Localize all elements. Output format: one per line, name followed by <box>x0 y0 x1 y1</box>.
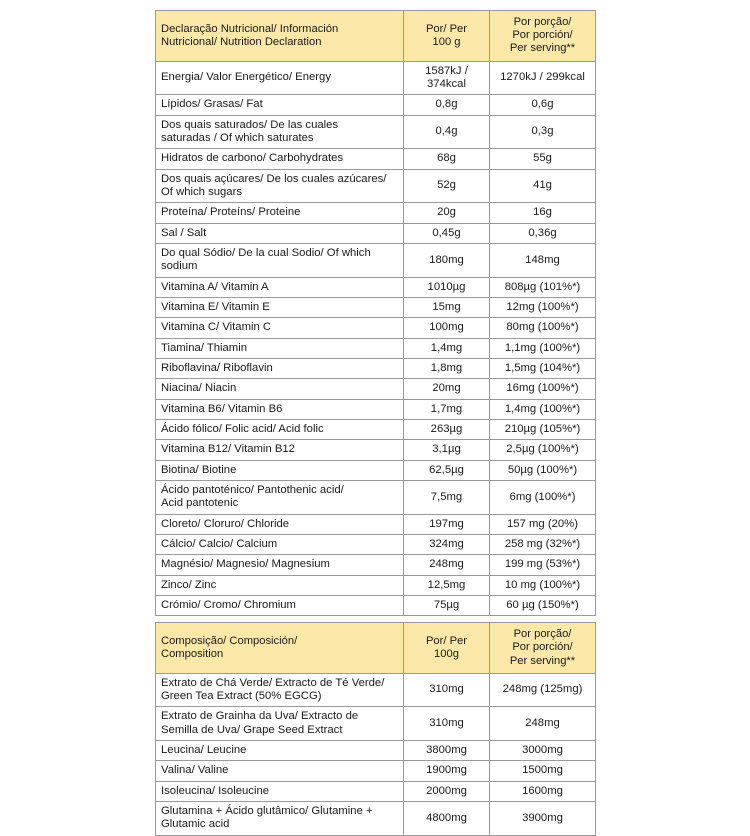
text-line: Isoleucina/ Isoleucine <box>161 784 270 797</box>
table-row <box>156 223 596 243</box>
text-line: Lípidos/ Grasas/ Fat <box>161 98 263 111</box>
text-line: 310mg <box>429 717 464 730</box>
table-row <box>156 399 596 419</box>
header-cell-serving <box>490 11 596 62</box>
text-line: Composition <box>161 648 224 660</box>
text-line: Por/ Per <box>425 22 468 35</box>
row-serving <box>490 203 596 223</box>
text-line: 60 µg (150%*) <box>506 598 579 611</box>
row-serving <box>490 277 596 297</box>
text-line: 148mg <box>525 253 560 266</box>
text-line: Proteína/ Proteíns/ Proteine <box>161 206 301 219</box>
text-line: 12mg (100%*) <box>506 300 579 313</box>
text-line: Semilla de Uva/ Grape Seed Extract <box>161 723 343 736</box>
row-label <box>156 575 404 595</box>
row-serving <box>490 223 596 243</box>
header-cell-label <box>156 623 404 674</box>
text-line: 16mg (100%*) <box>506 382 579 395</box>
row-serving <box>490 575 596 595</box>
text-line: Per serving** <box>509 42 576 55</box>
row-serving <box>490 440 596 460</box>
text-line: 1600mg <box>522 784 563 797</box>
text-line: 263µg <box>430 422 463 435</box>
row-per100 <box>404 169 490 203</box>
row-label <box>156 781 404 801</box>
row-serving <box>490 555 596 575</box>
row-label <box>156 358 404 378</box>
row-serving <box>490 460 596 480</box>
table-row <box>156 440 596 460</box>
text-line: Extrato de Grainha da Uva/ Extracto de <box>161 710 359 723</box>
text-line: Magnésio/ Magnesio/ Magnesium <box>161 558 330 571</box>
text-line: 55g <box>533 152 552 165</box>
text-line: Vitamina B6/ Vitamin B6 <box>161 402 283 415</box>
row-label <box>156 480 404 514</box>
text-line: 199 mg (53%*) <box>504 558 581 571</box>
row-serving <box>490 243 596 277</box>
header-cell-per100 <box>404 11 490 62</box>
text-line: Vitamina E/ Vitamin E <box>161 300 270 313</box>
text-line: Ácido fólico/ Folic acid/ Acid folic <box>161 422 324 435</box>
table-row <box>156 673 596 707</box>
text-line: Per serving** <box>509 654 576 667</box>
text-line: 80mg (100%*) <box>506 321 579 334</box>
text-line: 100mg <box>429 321 464 334</box>
text-line: 0,4g <box>435 125 458 138</box>
row-serving <box>490 318 596 338</box>
text-line: 0,6g <box>531 98 554 111</box>
tables-container <box>155 10 595 836</box>
table-row <box>156 379 596 399</box>
text-line: 20mg <box>432 382 461 395</box>
text-line: 2,5µg (100%*) <box>506 443 579 456</box>
table-row <box>156 534 596 554</box>
table-row <box>156 419 596 439</box>
row-label <box>156 741 404 761</box>
text-line: Por porción/ <box>512 29 573 42</box>
text-line: 1270kJ / 299kcal <box>500 71 585 84</box>
row-per100 <box>404 115 490 149</box>
text-line: 324mg <box>429 537 464 550</box>
text-line: Declaração Nutricional/ Información <box>161 22 339 35</box>
row-label <box>156 95 404 115</box>
text-line: Leucina/ Leucine <box>161 744 247 757</box>
text-line: 1,4mg (100%*) <box>504 402 581 415</box>
text-line: 157 mg (20%) <box>507 517 578 530</box>
text-line: Biotina/ Biotine <box>161 463 237 476</box>
row-label <box>156 440 404 460</box>
row-label <box>156 534 404 554</box>
table-row <box>156 169 596 203</box>
row-label <box>156 338 404 358</box>
row-per100 <box>404 460 490 480</box>
text-line: Por porción/ <box>512 641 573 654</box>
row-per100 <box>404 149 490 169</box>
table-row <box>156 802 596 836</box>
table-row <box>156 707 596 741</box>
table-row <box>156 115 596 149</box>
text-line: Glutamic acid <box>161 818 230 831</box>
table-row <box>156 277 596 297</box>
row-per100 <box>404 277 490 297</box>
text-line: Por porção/ <box>513 628 572 641</box>
table-row <box>156 460 596 480</box>
text-line: Extrato de Chá Verde/ Extracto de Té Verde/ <box>161 676 385 689</box>
table-row <box>156 358 596 378</box>
text-line: 1,4mg <box>430 341 463 354</box>
row-label <box>156 115 404 149</box>
row-label <box>156 223 404 243</box>
row-serving <box>490 802 596 836</box>
row-label <box>156 277 404 297</box>
text-line: 15mg <box>432 300 461 313</box>
text-line: 1,5mg (104%*) <box>504 361 581 374</box>
row-per100 <box>404 318 490 338</box>
text-line: Cloreto/ Cloruro/ Chloride <box>161 517 290 530</box>
table-row <box>156 149 596 169</box>
text-line: Valina/ Valine <box>161 764 229 777</box>
table-header-row <box>156 623 596 674</box>
row-per100 <box>404 781 490 801</box>
row-label <box>156 297 404 317</box>
table-header-row <box>156 11 596 62</box>
text-line: Vitamina A/ Vitamin A <box>161 280 269 293</box>
row-per100 <box>404 440 490 460</box>
table-row <box>156 781 596 801</box>
row-serving <box>490 781 596 801</box>
row-serving <box>490 338 596 358</box>
table-row <box>156 480 596 514</box>
text-line: Tiamina/ Thiamin <box>161 341 248 354</box>
row-per100 <box>404 203 490 223</box>
row-per100 <box>404 61 490 95</box>
text-line: Niacina/ Niacin <box>161 382 237 395</box>
row-label <box>156 169 404 203</box>
table-row <box>156 203 596 223</box>
header-cell-per100 <box>404 623 490 674</box>
text-line: Sal / Salt <box>161 226 207 239</box>
table-row <box>156 61 596 95</box>
table-composition <box>155 622 596 836</box>
text-line: Hidratos de carbono/ Carbohydrates <box>161 152 344 165</box>
row-per100 <box>404 358 490 378</box>
row-per100 <box>404 95 490 115</box>
row-per100 <box>404 673 490 707</box>
table-row <box>156 514 596 534</box>
text-line: 3000mg <box>522 744 563 757</box>
table-nutrition-declaration <box>155 10 596 616</box>
table-row <box>156 555 596 575</box>
text-line: 248mg <box>525 717 560 730</box>
row-label <box>156 203 404 223</box>
text-line: 808µg (101%*) <box>504 280 581 293</box>
text-line: 248mg <box>429 558 464 571</box>
text-line: 10 mg (100%*) <box>504 578 581 591</box>
header-cell-serving <box>490 623 596 674</box>
row-serving <box>490 707 596 741</box>
text-line: Riboflavina/ Riboflavin <box>161 361 273 374</box>
text-line: Por/ Per <box>425 634 468 647</box>
text-line: 1500mg <box>522 764 563 777</box>
text-line: Green Tea Extract (50% EGCG) <box>161 690 322 703</box>
row-serving <box>490 95 596 115</box>
row-label <box>156 761 404 781</box>
text-line: 50µg (100%*) <box>507 463 578 476</box>
row-serving <box>490 379 596 399</box>
row-label <box>156 595 404 615</box>
row-label <box>156 318 404 338</box>
table-row <box>156 297 596 317</box>
text-line: 100 g <box>432 35 461 48</box>
row-label <box>156 61 404 95</box>
text-line: 2000mg <box>426 784 467 797</box>
row-per100 <box>404 534 490 554</box>
row-per100 <box>404 514 490 534</box>
table-row <box>156 761 596 781</box>
text-line: 12,5mg <box>427 578 466 591</box>
text-line: 210µg (105%*) <box>504 422 581 435</box>
row-label <box>156 419 404 439</box>
text-line: 3900mg <box>522 811 563 824</box>
text-line: Nutricional/ Nutrition Declaration <box>161 35 322 48</box>
text-line: Cálcio/ Calcio/ Calcium <box>161 537 278 550</box>
text-line: Dos quais saturados/ De las cuales <box>161 118 339 131</box>
text-line: 6mg (100%*) <box>509 490 576 503</box>
text-line: 0,36g <box>528 226 557 239</box>
table-row <box>156 318 596 338</box>
text-line: 62,5µg <box>429 463 464 476</box>
text-line: 16g <box>533 206 552 219</box>
text-line: Acid pantotenic <box>161 497 239 510</box>
text-line: 248mg (125mg) <box>502 683 583 696</box>
row-per100 <box>404 399 490 419</box>
row-per100 <box>404 419 490 439</box>
row-serving <box>490 514 596 534</box>
text-line: 3800mg <box>426 744 467 757</box>
text-line: Do qual Sódio/ De la cual Sodio/ Of which <box>161 246 371 259</box>
text-line: 4800mg <box>426 811 467 824</box>
text-line: Dos quais açúcares/ De los cuales azúcares/ <box>161 172 387 185</box>
table-row <box>156 243 596 277</box>
text-line: Energia/ Valor Energético/ Energy <box>161 71 331 84</box>
text-line: 7,5mg <box>430 490 463 503</box>
text-line: 41g <box>533 179 552 192</box>
text-line: Glutamina + Ácido glutâmico/ Glutamine + <box>161 805 373 818</box>
table-row <box>156 575 596 595</box>
row-serving <box>490 741 596 761</box>
text-line: 0,8g <box>435 98 458 111</box>
row-per100 <box>404 761 490 781</box>
text-line: 1,8mg <box>430 361 463 374</box>
table-row <box>156 95 596 115</box>
text-line: 1,1mg (100%*) <box>504 341 581 354</box>
row-serving <box>490 419 596 439</box>
text-line: 0,3g <box>531 125 554 138</box>
row-label <box>156 460 404 480</box>
table-row <box>156 595 596 615</box>
row-label <box>156 707 404 741</box>
row-label <box>156 802 404 836</box>
text-line: Vitamina C/ Vitamin C <box>161 321 272 334</box>
row-serving <box>490 673 596 707</box>
row-serving <box>490 149 596 169</box>
text-line: Crómio/ Cromo/ Chromium <box>161 598 296 611</box>
text-line: 310mg <box>429 683 464 696</box>
row-serving <box>490 534 596 554</box>
row-per100 <box>404 555 490 575</box>
text-line: sodium <box>161 260 198 273</box>
text-line: 0,45g <box>432 226 461 239</box>
row-per100 <box>404 595 490 615</box>
row-label <box>156 149 404 169</box>
row-per100 <box>404 223 490 243</box>
text-line: 1,7mg <box>430 402 463 415</box>
text-line: 3,1µg <box>432 443 461 456</box>
row-per100 <box>404 297 490 317</box>
row-label <box>156 379 404 399</box>
table-row <box>156 741 596 761</box>
text-line: 258 mg (32%*) <box>504 537 581 550</box>
row-label <box>156 399 404 419</box>
row-serving <box>490 297 596 317</box>
row-serving <box>490 115 596 149</box>
text-line: 1010µg <box>427 280 466 293</box>
row-serving <box>490 480 596 514</box>
row-per100 <box>404 480 490 514</box>
text-line: saturadas / Of which saturates <box>161 131 314 144</box>
row-serving <box>490 595 596 615</box>
table-row <box>156 338 596 358</box>
row-label <box>156 673 404 707</box>
text-line: 100g <box>434 648 459 660</box>
text-line: 374kcal <box>427 77 466 90</box>
row-per100 <box>404 338 490 358</box>
row-per100 <box>404 707 490 741</box>
text-line: 68g <box>437 152 456 165</box>
row-serving <box>490 61 596 95</box>
text-line: Of which sugars <box>161 185 242 198</box>
row-label <box>156 514 404 534</box>
row-serving <box>490 358 596 378</box>
text-line: 1900mg <box>426 764 467 777</box>
row-per100 <box>404 802 490 836</box>
text-line: 75µg <box>433 598 460 611</box>
text-line: 180mg <box>429 253 464 266</box>
text-line: Por porção/ <box>513 16 572 28</box>
text-line: 1587kJ / <box>425 64 468 77</box>
row-per100 <box>404 741 490 761</box>
row-serving <box>490 399 596 419</box>
row-serving <box>490 169 596 203</box>
text-line: Zinco/ Zinc <box>161 578 217 591</box>
text-line: Composição/ Composición/ <box>161 634 298 647</box>
text-line: Ácido pantoténico/ Pantothenic acid/ <box>161 483 344 496</box>
text-line: Vitamina B12/ Vitamin B12 <box>161 443 295 456</box>
header-cell-label <box>156 11 404 62</box>
row-per100 <box>404 243 490 277</box>
row-per100 <box>404 379 490 399</box>
text-line: 197mg <box>429 517 464 530</box>
text-line: 20g <box>437 206 456 219</box>
row-label <box>156 243 404 277</box>
row-label <box>156 555 404 575</box>
text-line: 52g <box>437 179 456 192</box>
row-serving <box>490 761 596 781</box>
row-per100 <box>404 575 490 595</box>
